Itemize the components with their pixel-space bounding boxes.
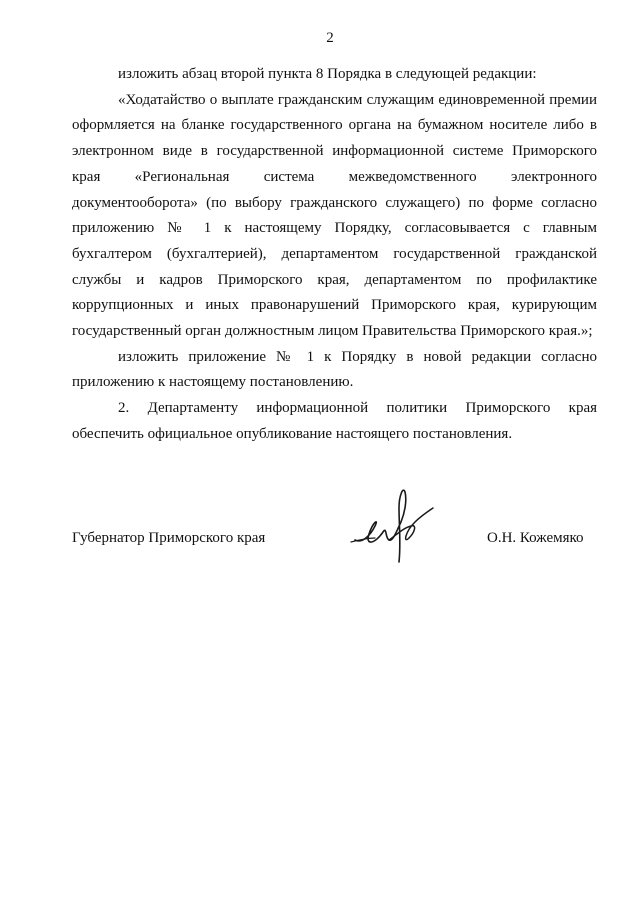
page-number: 2 [326,30,334,46]
paragraph-item-2: 2. Департаменту информационной политики Приморского края обеспечить официальное опубликование настоящего постановления. [72,400,597,442]
paragraph-amend-intro: изложить абзац второй пункта 8 Порядка в следующей редакции: [118,66,537,82]
document-body [72,62,597,448]
signatory-title: Губернатор Приморского края [72,530,266,546]
signatory-name: О.Н. Кожемяко [487,530,584,546]
paragraph-amend-appendix: изложить приложение № 1 к Порядку в новой редакции согласно приложению к настоящему постановлению. [72,348,597,391]
handwritten-signature-icon [345,482,440,567]
paragraph-quoted-text: «Ходатайство о выплате гражданским служащим единовременной премии оформляется на бланке государственного органа на бумажном носителе либо в электронном виде в государственной информационной системе Приморского края «Региональная система межведомственного электронного документооборота» (по выбору гражданского служащего) по форме согласно приложению № 1 к настоящему Порядку, согласовывается с главным бухгалтером (бухгалтерией), департаментом государственной гражданской службы и кадров Приморского края, департаментом по профилактике коррупционных и иных правонарушений Приморского края, курирующим государственный орган должностным лицом Правительства Приморского края.»; [72,91,597,340]
